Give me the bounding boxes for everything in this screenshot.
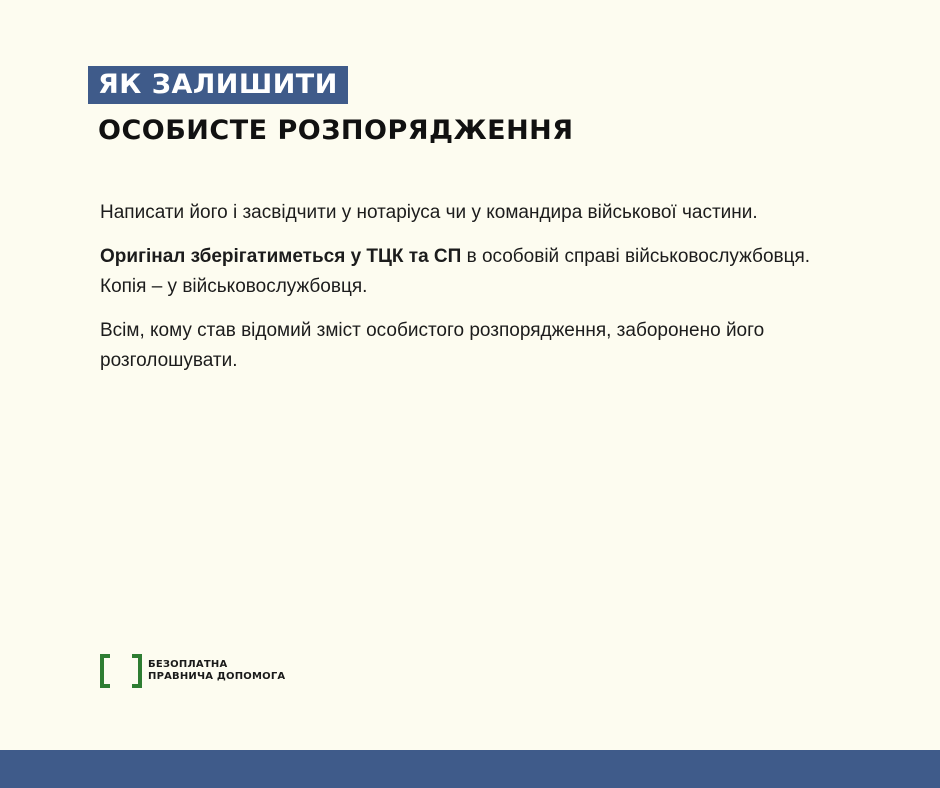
logo-text-line2: ПРАВНИЧА ДОПОМОГА	[148, 671, 286, 682]
paragraph-3: Всім, кому став відомий зміст особистого розпорядження, заборонено його розголошувати.	[100, 320, 765, 371]
content-body	[100, 198, 840, 390]
logo	[100, 654, 285, 688]
logo-text-line1: БЕЗОПЛАТНА	[148, 659, 228, 670]
logo-text	[148, 659, 285, 683]
paragraph-2-bold: Оригінал зберігатиметься у ТЦК та СП	[100, 246, 462, 267]
page-title: ОСОБИСТЕ РОЗПОРЯДЖЕННЯ	[98, 115, 574, 146]
title-highlighted: ЯК ЗАЛИШИТИ	[88, 66, 348, 104]
paragraph-1: Написати його і засвідчити у нотаріуса чи у командира військової частини.	[100, 202, 758, 223]
paragraph-2	[100, 242, 840, 302]
footer-bar	[0, 750, 940, 788]
bracket-logo-icon	[100, 654, 142, 688]
paragraph-2-rest: в особовій справі військовослужбовця. Копія – у військовослужбовця.	[100, 246, 811, 297]
